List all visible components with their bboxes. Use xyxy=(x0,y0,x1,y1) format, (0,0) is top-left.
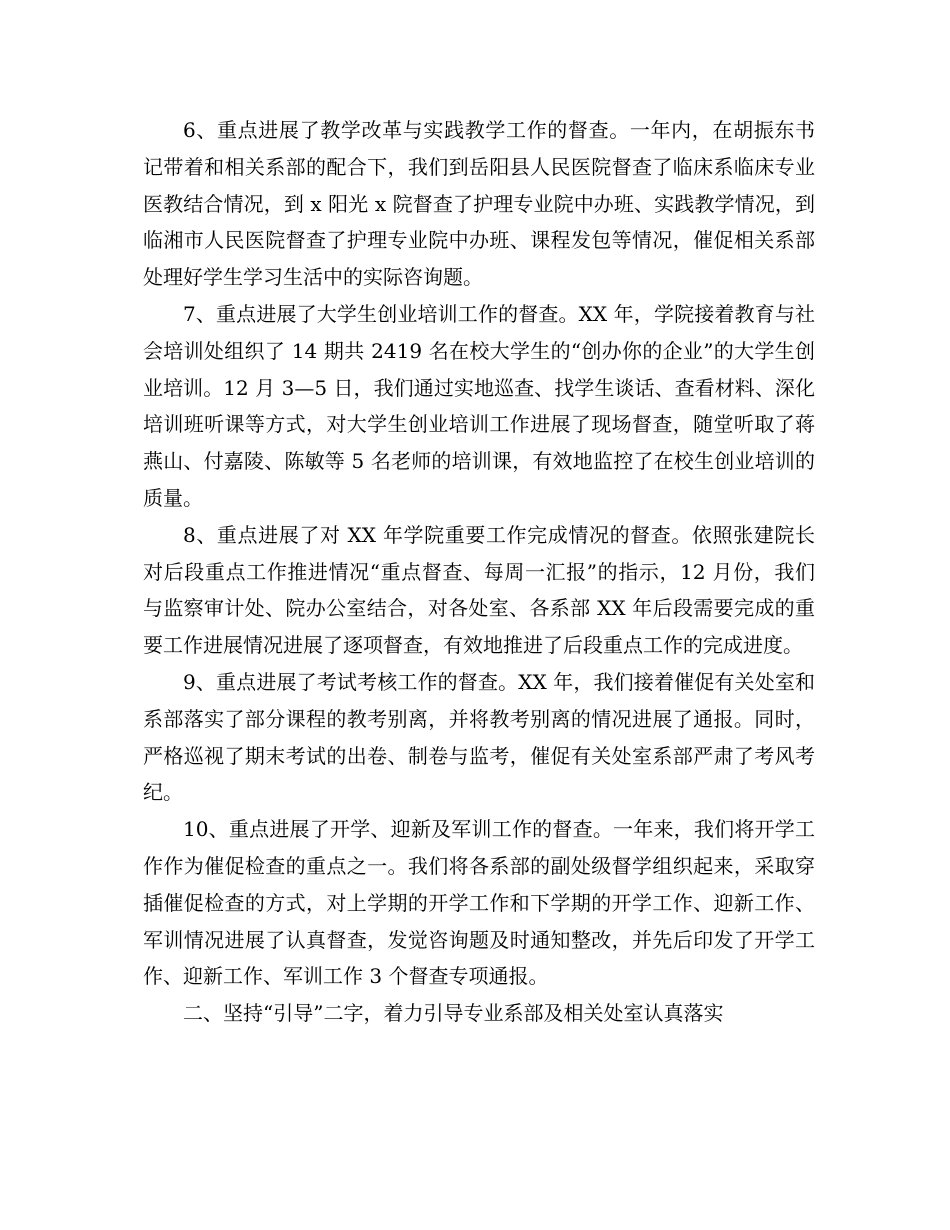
document-body xyxy=(143,112,815,1032)
section-heading-two: 二、坚持“引导”二字，着力引导专业系部及相关处室认真落实 xyxy=(183,1001,724,1026)
paragraph-item-8: 8、重点进展了对 XX 年学院重要工作完成情况的督查。依照张建院长对后段重点工作推进情况“重点督查、每周一汇报”的指示，12 月份，我们与监察审计处、院办公室结合，对各处室、各系部 XX 年后段需要完成的重要工作进展情况进展了逐项督查，有效地推进了后段重点工作的完成进度。 xyxy=(143,522,815,658)
paragraph-item-10: 10、重点进展了开学、迎新及军训工作的督查。一年来，我们将开学工作作为催促检查的重点之一。我们将各系部的副处级督学组织起来，采取穿插催促检查的方式，对上学期的开学工作和下学期的开学工作、迎新工作、军训情况进展了认真督查，发觉咨询题及时通知整改，并先后印发了开学工作、迎新工作、军训工作 3 个督查专项通报。 xyxy=(143,817,815,989)
paragraph-item-6: 6、重点进展了教学改革与实践教学工作的督查。一年内，在胡振东书记带着和相关系部的配合下，我们到岳阳县人民医院督查了临床系临床专业医教结合情况，到 x 阳光 x 院督查了护理专业院中办班、实践教学情况，到临湘市人民医院督查了护理专业院中办班、课程发包等情况，催促相关系部处理好学生学习生活中的实际咨询题。 xyxy=(143,118,815,290)
paragraph-item-9: 9、重点进展了考试考核工作的督查。XX 年，我们接着催促有关处室和系部落实了部分课程的教考别离，并将教考别离的情况进展了通报。同时，严格巡视了期末考试的出卷、制卷与监考，催促有关处室系部严肃了考风考纪。 xyxy=(143,669,815,805)
paragraph-item-7: 7、重点进展了大学生创业培训工作的督查。XX 年，学院接着教育与社会培训处组织了 14 期共 2419 名在校大学生的“创办你的企业”的大学生创业培训。12 月 3—5 日，我们通过实地巡查、找学生谈话、查看材料、深化培训班听课等方式，对大学生创业培训工作进展了现场督查，随堂听取了蒋燕山、付嘉陵、陈敏等 5 名老师的培训课，有效地监控了在校生创业培训的质量。 xyxy=(143,301,815,510)
